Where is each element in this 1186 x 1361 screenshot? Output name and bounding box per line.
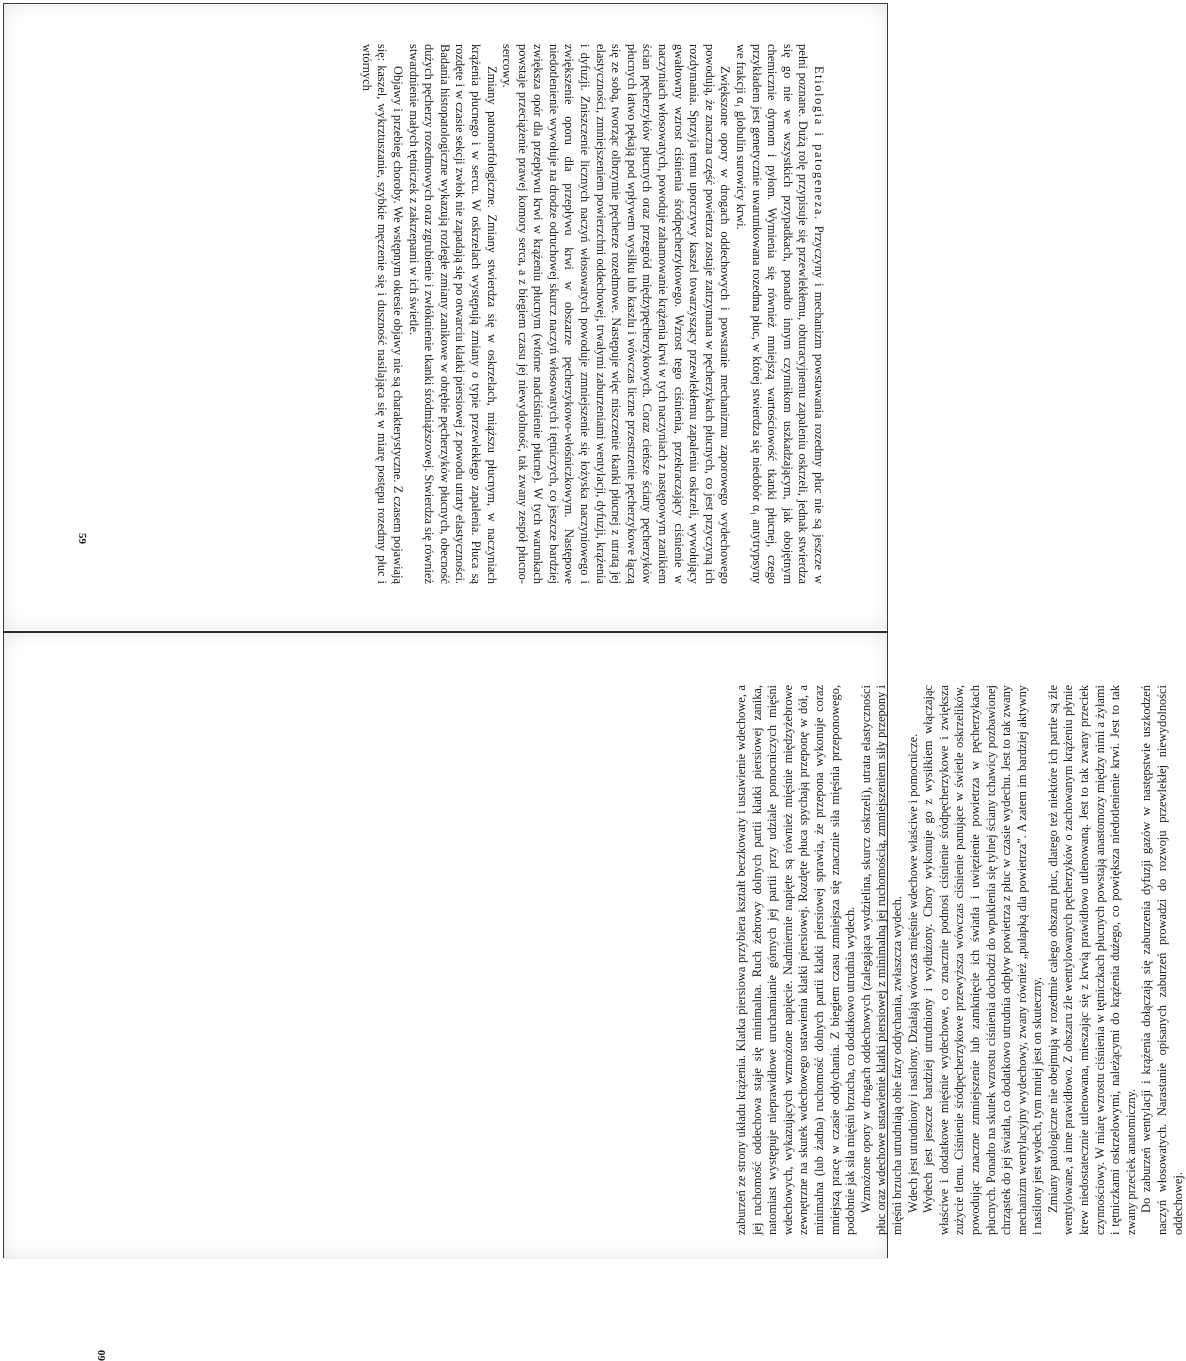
page-59-text bbox=[358, 44, 826, 584]
paragraph: Zwiększone opory w drogach oddechowych i powstanie mechanizmu zaporowego wydechowego powodują, że znaczna część powietrza zostaje zatrzymana w pęcherzykach płucnych, co jest przyczyną ich rozdymania. Sprzyja temu uporczywy kaszel towarzyszący przewlekłemu zapaleniu oskrzeli, wywołujący gwałtowny wzrost ciśnienia śródpęcherzykowego. Wzrost tego ciśnienia, przekraczający ciśnienie w naczyniach włosowatych, powoduje zahamowanie krążenia krwi w tych naczyniach z następowym zanikiem ścian pęcherzyków płucnych oraz przegród międzypęcherzykowych. Coraz cieńsze ściany pęcherzyków płucnych łatwo pękają pod wpływem wysiłku lub kaszlu i wówczas liczne przestrzenie pęcherzykowe łączą się ze sobą, tworząc olbrzymie pęcherze rozedmowe. Następuje więc niszczenie tkanki płucnej z utratą jej elastyczności, zmniejszeniem powierzchni oddechowej, trwałymi zaburzeniami wentylacji, dyfuzji, krążenia i dyfuzji. Zniszczenie licznych naczyń włosowatych powoduje zmniejszenie się łożyska naczyniowego i zwiększenie oporu dla przepływu krwi w obszarze pęcherzykowo-włośniczkowym. Następowe niedotlenienie wywołuje na drodze odruchowej skurcz naczyń włosowatych i tętniczych, co jeszcze bardziej zwiększa opór dla przepływu krwi w krążeniu płucnym (wtórne nadciśnienie płucne). W tych warunkach powstaje przeciążenie prawej komory serca, a z biegiem czasu jej niewydolność, tak zwany zespół płucno-sercowy. bbox=[500, 44, 733, 584]
paragraph: Zmiany patologiczne nie obejmują w rozedmie całego obszaru płuc, dlatego też niektóre ich partie są źle wentylowane, a inne prawidłowo. Z obszaru źle wentylowanych pęcherzyków o zachowanym krążeniu płynie krew niedostatecznie utlenowana, mieszając się z krwią prawidłowo utlenowaną. Jest to tak zwany przeciek czynnościowy. W miarę wzrostu ciśnienia w tętniczkach płucnych powstają anastomozy między nimi a żyłami i tętniczkami oskrzelowymi, należącymi do krążenia dużego, co powiększa niedotlenienie krwi. Jest to tak zwany przeciek anatomiczny. bbox=[1045, 685, 1138, 1235]
page-60 bbox=[4, 633, 1185, 1361]
page-number: 59 bbox=[76, 533, 88, 544]
section-heading: Etiologia i patogeneza. bbox=[812, 66, 826, 221]
page-60-text bbox=[734, 685, 1186, 1235]
page-number: 60 bbox=[96, 1350, 108, 1361]
paragraph: Do zaburzeń wentylacji i krążenia dołączają się zaburzenia dyfuzji gazów w następstwie uszkodzeń naczyń włosowatych. Narastanie opisanych zaburzeń prowadzi do rozwoju przewlekłej niewydolności oddechowej. bbox=[1139, 685, 1185, 1235]
paragraph: Zmiany patomorfologiczne. Zmiany stwierdza się w oskrzelach, miąższu płucnym, w naczyniach krążenia płucnego i w sercu. W oskrzelach występują zmiany o typie przewlekłego zapalenia. Płuca są rozdęte i w czasie sekcji zwłok nie zapadają się po otwarciu klatki piersiowej z powodu utraty elastyczności. Badania histopatologiczne wykazują rozległe zmiany zanikowe w obrębie pęcherzyków płucnych, obecność dużych pęcherzy rozedmowych oraz zgrubienie i zwłóknienie tkanki śródmiąższowej. Stwierdza się również stwardnienie małych tętniczek z zakrzepami w ich świetle. bbox=[406, 44, 499, 584]
paragraph: Wdech jest utrudniony i nasilony. Działają wówczas mięśnie wdechowe właściwe i pomocnicze. bbox=[905, 733, 920, 1213]
paragraph: Etiologia i patogeneza. Przyczyny i mechanizm powstawania rozedmy płuc nie są jeszcze w pełni poznane. Dużą rolę przypisuje się przewlekłemu, obturacyjnemu zapaleniu oskrzeli, jednak stwierdza się go nie we wszystkich przypadkach, ponadto innym czynnikom uszkadzającym, jak obojętnym chemicznie dymom i pyłom. Wymienia się również mniejszą wartościowość tkanki płucnej, czego przykładem jest genetycznie uwarunkowana rozedma płuc, w której stwierdza się niedobór α₁ antytrypsyny we frakcji α₁ globulin surowicy krwi. bbox=[734, 44, 826, 584]
paragraph: Wzmożone opory w drogach oddechowych (zalegająca wydzielina, skurcz oskrzeli), utrata elastyczności płuc oraz wdechowe ustawienie klatki piersiowej z minimalną jej ruchomością, zmniejszeniem siły przepony i mięśni brzucha utrudniają obie fazy oddychania, zwłaszcza wydech. bbox=[858, 685, 904, 1235]
page-59 bbox=[4, 4, 887, 630]
paragraph: Wydech jest jeszcze bardziej utrudniony i wydłużony. Chory wykonuje go z wysiłkiem włączając właściwe i dodatkowe mięśnie wydechowe, co znacznie podnosi ciśnienie śródpęcherzykowe i zwiększa zużycie tlenu. Ciśnienie śródpęcherzykowe przewyższa wówczas ciśnienie panujące w świetle oskrzelików, powodując znaczne zmniejszenie lub zamknięcie ich światła i uwięzienie powietrza w pęcherzykach płucnych. Ponadto na skutek wzrostu ciśnienia dochodzi do wpuklenia się tylnej ściany tchawicy pozbawionej chrząstek do jej światła, co dodatkowo utrudnia odpływ powietrza z płuc w czasie wydechu. Jest to tak zwany mechanizm wentylacyjny wydechowy, zwany również „pułapką dla powietrza”. A zatem im bardziej aktywny i nasilony jest wydech, tym mniej jest on skuteczny. bbox=[921, 685, 1045, 1235]
paragraph: Objawy i przebieg choroby. We wstępnym okresie objawy nie są charakterystyczne. Z czasem pojawiają się: kaszel, wykrztuszanie, szybkie męczenie się i duszność nasilająca się w miarę postępu rozedmy płuc i wtórnych bbox=[359, 44, 405, 584]
paragraph: zaburzeń ze strony układu krążenia. Klatka piersiowa przybiera kształt beczkowaty i ustawienie wdechowe, a jej ruchomość oddechowa staje się minimalna. Ruch żebrowy dolnych partii klatki piersiowej zanika, natomiast występuje nieprawidłowe uruchamianie górnych jej partii przy udziale pomocniczych mięśni wdechowych, wykazujących wzmożone napięcie. Nadmiernie napięte są również mięśnie międzyżebrowe zewnętrzne na skutek wdechowego ustawienia klatki piersiowej. Rozdęte płuca spychają przeponę w dół, a minimalna (lub żadna) ruchomość dolnych partii klatki piersiowej sprawia, że przepona wykonuje coraz mniejszą pracę w czasie oddychania. Z biegiem czasu zmniejsza się znacznie siła mięśnia przeponowego, podobnie jak siła mięśni brzucha, co dodatkowo utrudnia wydech. bbox=[734, 685, 858, 1235]
